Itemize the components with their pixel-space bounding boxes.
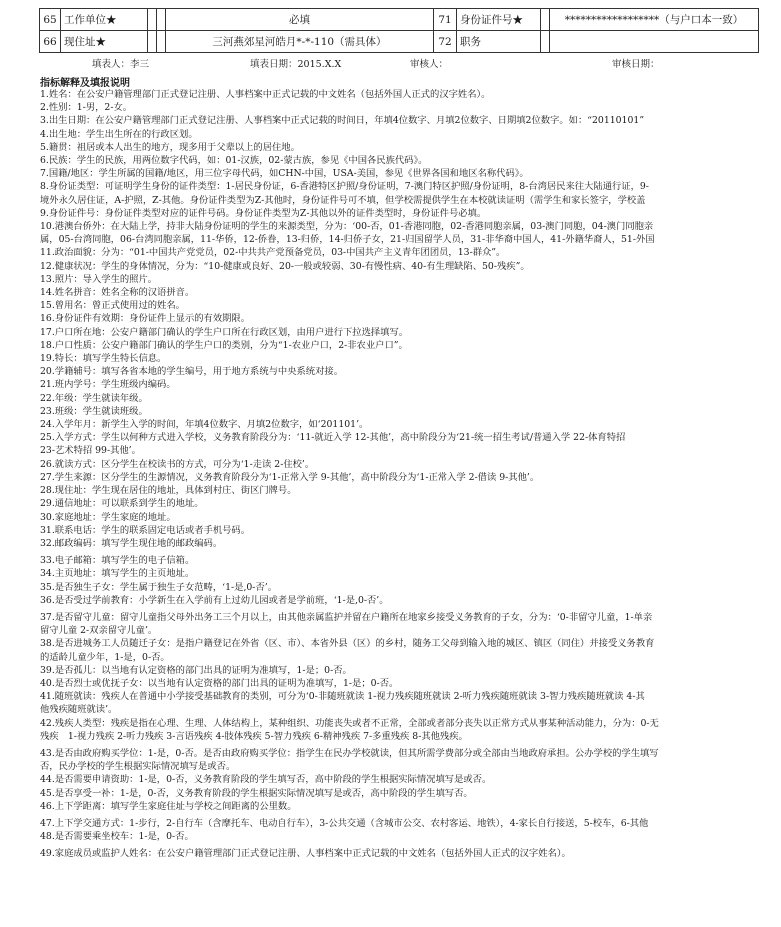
explanation-line: 31.联系电话：学生的联系固定电话或者手机号码。 — [40, 524, 251, 536]
explanation-line: 17.户口所在地：公安户籍部门确认的学生户口所在行政区划，由用户进行下拉选择填写。 — [40, 326, 409, 338]
explanation-line: 境外永久居住证，A-护照，Z-其他。身份证件类型为Z-其他时，身份证件号可不填，但学校需提供学生在本校就读证明（需学生和家长签字，学校盖 — [40, 194, 646, 206]
explanation-line: 43.是否由政府购买学位：1-是，0-否。是否由政府购买学位：指学生在民办学校就读，但其所需学费部分或全部由当地政府承担。公办学校的学生填写 — [40, 747, 659, 759]
explanation-line: 10.港澳台侨外：在大陆上学，持非大陆身份证明的学生的来源类型，分为：‘00-否，01-香港同胞，02-香港同胞亲属，03-澳门同胞，04-澳门同胞亲 — [40, 221, 654, 233]
field-value-current-address[interactable]: 三河燕郊星河皓月*-*-110（需具体） — [166, 31, 434, 53]
explanation-line: 33.电子邮箱：填写学生的电子信箱。 — [40, 555, 195, 567]
field-label-current-address: 现住址★ — [61, 31, 148, 53]
explanation-line: 47.上下学交通方式：1-步行，2-自行车（含摩托车、电动自行车），3-公共交通（含城市公交、农村客运、地铁），4-家长自行接送，5-校车，6-其他 — [40, 817, 649, 829]
explanation-line: 22.年级：学生就读年级。 — [40, 392, 148, 404]
blank-cell — [157, 31, 166, 53]
explanation-line: 48.是否需要乘坐校车：1-是，0-否。 — [40, 831, 194, 843]
row-number: 65 — [40, 9, 61, 31]
explanation-line: 8.身份证类型：可证明学生身份的证件类型：1-居民身份证，6-香港特区护照/身份证明，7-澳门特区护照/身份证明，8-台湾居民来往大陆通行证，9- — [40, 181, 649, 193]
explanation-line: 39.是否孤儿：以当地有认定资格的部门出具的证明为准填写，1-是；0-否。 — [40, 664, 352, 676]
explanation-line: 36.是否受过学前教育：小学新生在入学前有上过幼儿园或者是学前班，‘1-是,0-否’。 — [40, 594, 389, 606]
explanation-line: 5.籍贯：祖居或本人出生的地方，现多用于父辈以上的居住地。 — [40, 141, 300, 153]
explanation-line: 的适龄儿童少年，1-是，0-否。 — [40, 651, 170, 663]
explanation-line: 4.出生地：学生出生所在的行政区划。 — [40, 128, 198, 140]
row-number: 66 — [40, 31, 61, 53]
explanations-list — [40, 88, 758, 865]
explanation-line: 28.现住址：学生现在居住的地址，具体到村庄、街区门牌号。 — [40, 485, 297, 497]
fill-date: 填表日期：2015.X.X — [250, 59, 342, 70]
explanation-line: 37.是否留守儿童：留守儿童指父母外出务工三个月以上，由其他亲属监护并留在户籍所在地家乡接受义务教育的子女，分为：‘0-非留守儿童，1-单亲 — [40, 611, 653, 623]
explanation-line: 6.民族：学生的民族，用两位数字代码，如：01-汉族，02-蒙古族，参见《中国各民族代码》。 — [40, 155, 428, 167]
field-value-id-number[interactable]: ******************（与户口本一致） — [550, 9, 759, 31]
explanation-line: 15.曾用名：曾正式使用过的姓名。 — [40, 300, 185, 312]
blank-cell — [157, 9, 166, 31]
explanation-line: 27.学生来源：区分学生的生源情况，义务教育阶段分为‘1-正常入学 9-其他’，高中阶段分为‘1-正常入学 2-借读 9-其他’。 — [40, 471, 540, 483]
row-number: 71 — [434, 9, 457, 31]
field-label-id-number: 身份证件号★ — [457, 9, 541, 31]
explanation-line: 45.是否享受一补：1-是，0-否，义务教育阶段的学生根据实际情况填写是或否，高中阶段的学生填写否。 — [40, 787, 473, 799]
explanations-title: 指标解释及填报说明 — [40, 78, 130, 89]
explanation-line: 42.残疾人类型：残疾是指在心理、生理、人体结构上，某种组织、功能丧失或者不正常，全部或者部分丧失以正常方式从事某种活动能力，分为：0-无 — [40, 717, 659, 729]
blank-cell — [148, 31, 157, 53]
explanation-line: 34.主页地址：填写学生的主页地址。 — [40, 568, 195, 580]
line-spacer — [40, 861, 758, 865]
form-row-66 — [40, 31, 759, 53]
field-label-position: 职务 — [457, 31, 541, 53]
reviewer-name: 审核人： — [410, 59, 449, 70]
explanation-line: 38.是否进城务工人员随迁子女：是指户籍登记在外省（区、市）、本省外县（区）的乡村，随务工父母到输入地的城区、镇区（同住）并接受义务教育 — [40, 638, 655, 650]
blank-cell — [148, 9, 157, 31]
explanation-line: 7.国籍/地区：学生所属的国籍/地区，用三位字母代码，如CHN-中国，USA-美国，参见《世界各国和地区名称代码》。 — [40, 168, 529, 180]
explanation-line: 20.学籍辅号：填写各省本地的学生编号，用于地方系统与中央系统对接。 — [40, 366, 343, 378]
explanation-line: 12.健康状况：学生的身体情况，分为：“10-健康或良好、20-一般或较弱、30-有慢性病、40-有生理缺陷、50-残疾”。 — [40, 260, 530, 272]
row-number: 72 — [434, 31, 457, 53]
explanation-line: 13.照片：导入学生的照片。 — [40, 273, 158, 285]
explanation-line: 11.政治面貌：分为：“01-中国共产党党员，02-中共共产党预备党员，03-中国共产主义青年团团员，13-群众”。 — [40, 247, 506, 259]
explanation-line: 23-艺术特招 99-其他’。 — [40, 445, 141, 457]
field-value-work-unit[interactable]: 必填 — [166, 9, 434, 31]
explanation-line: 44.是否需要申请资助：1-是，0-否，义务教育阶段的学生填写否，高中阶段的学生根据实际情况填写是或否。 — [40, 774, 492, 786]
explanation-line: 23.班级：学生就读班级。 — [40, 405, 148, 417]
blank-cell — [541, 9, 550, 31]
explanation-line: 46.上下学距离：填写学生家庭住址与学校之间距离的公里数。 — [40, 800, 297, 812]
explanation-line: 21.班内学号：学生班级内编码。 — [40, 379, 176, 391]
explanation-line: 41.随班就读：残疾人在普通中小学接受基础教育的类别，可分为‘0-非随班就读 1-视力残疾随班就读 2-听力残疾随班就读 3-智力残疾随班就读 4-其 — [40, 691, 645, 703]
explanation-line: 29.通信地址：可以联系到学生的地址。 — [40, 498, 204, 510]
explanation-line: 30.家庭地址：学生家庭的地址。 — [40, 511, 176, 523]
explanation-line: 2.性别：1-男，2-女。 — [40, 102, 133, 114]
field-label-work-unit: 工作单位★ — [61, 9, 148, 31]
explanation-line: 35.是否独生子女：学生属于独生子女范畴，‘1-是,0-否’。 — [40, 581, 277, 593]
explanation-line: 49.家庭成员或监护人姓名：在公安户籍管理部门正式登记注册、人事档案中正式记载的中文姓名（包括外国人正式的汉字姓名）。 — [40, 848, 571, 860]
explanation-line: 14.姓名拼音：姓名全称的汉语拼音。 — [40, 287, 195, 299]
blank-cell — [541, 31, 550, 53]
explanation-line: 19.特长：填写学生特长信息。 — [40, 353, 167, 365]
form-footer — [92, 56, 752, 70]
explanation-line: 26.就读方式：区分学生在校读书的方式，可分为‘1-走读 2-住校’。 — [40, 458, 315, 470]
explanation-line: 残疾 1-视力残疾 2-听力残疾 3-言语残疾 4-肢体残疾 5-智力残疾 6-精神残疾 7-多重残疾 8-其他残疾。 — [40, 730, 468, 742]
explanation-line: 否，民办学校的学生根据实际情况填写是或否。 — [40, 761, 236, 773]
explanation-line: 24.入学年月：新学生入学的时间，年填4位数字、月填2位数字，如‘201101’。 — [40, 419, 369, 431]
explanation-line: 3.出生日期：在公安户籍管理部门正式登记注册、人事档案中正式记载的时间日，年填4位数字、月填2位数字、日期填2位数字。如：“20110101” — [40, 115, 645, 127]
explanation-line: 18.户口性质：公安户籍部门确认的学生户口的类别，分为“1-农业户口，2-非农业户口”。 — [40, 339, 408, 351]
explanation-line: 1.姓名：在公安户籍管理部门正式登记注册、人事档案中正式记载的中文姓名（包括外国人正式的汉字姓名）。 — [40, 89, 491, 100]
filler-name: 填表人：李三 — [92, 59, 150, 70]
explanation-line: 9.身份证件号：身份证件类型对应的证件号码。身份证件类型为Z-其他以外的证件类型时，身份证件号必填。 — [40, 207, 487, 219]
explanation-line: 32.邮政编码：填写学生现住地的邮政编码。 — [40, 537, 223, 549]
explanation-line: 属，05-台湾同胞，06-台湾同胞亲属，11-华侨，12-侨眷，13-归侨，14-归侨子女，21-归国留学人员，31-非华裔中国人，41-外籍华裔人，51-外国 — [40, 234, 655, 246]
review-date: 审核日期： — [612, 59, 660, 70]
explanation-line: 留守儿童 2-双亲留守儿童’。 — [40, 625, 158, 637]
form-row-65 — [40, 9, 759, 31]
explanation-line: 他残疾随班就读’。 — [40, 704, 118, 716]
explanation-line: 16.身份证件有效期：身份证件上显示的有效期限。 — [40, 313, 251, 325]
student-info-form-table — [39, 8, 759, 53]
field-value-position[interactable] — [550, 31, 759, 53]
explanation-line: 25.入学方式：学生以何种方式进入学校，义务教育阶段分为：‘11-就近入学 12-其他’，高中阶段分为‘21-统一招生考试/普通入学 22-体育特招 — [40, 432, 626, 444]
explanation-line: 40.是否烈士或优抚子女：以当地有认定资格的部门出具的证明为准填写，1-是；0-否。 — [40, 677, 399, 689]
